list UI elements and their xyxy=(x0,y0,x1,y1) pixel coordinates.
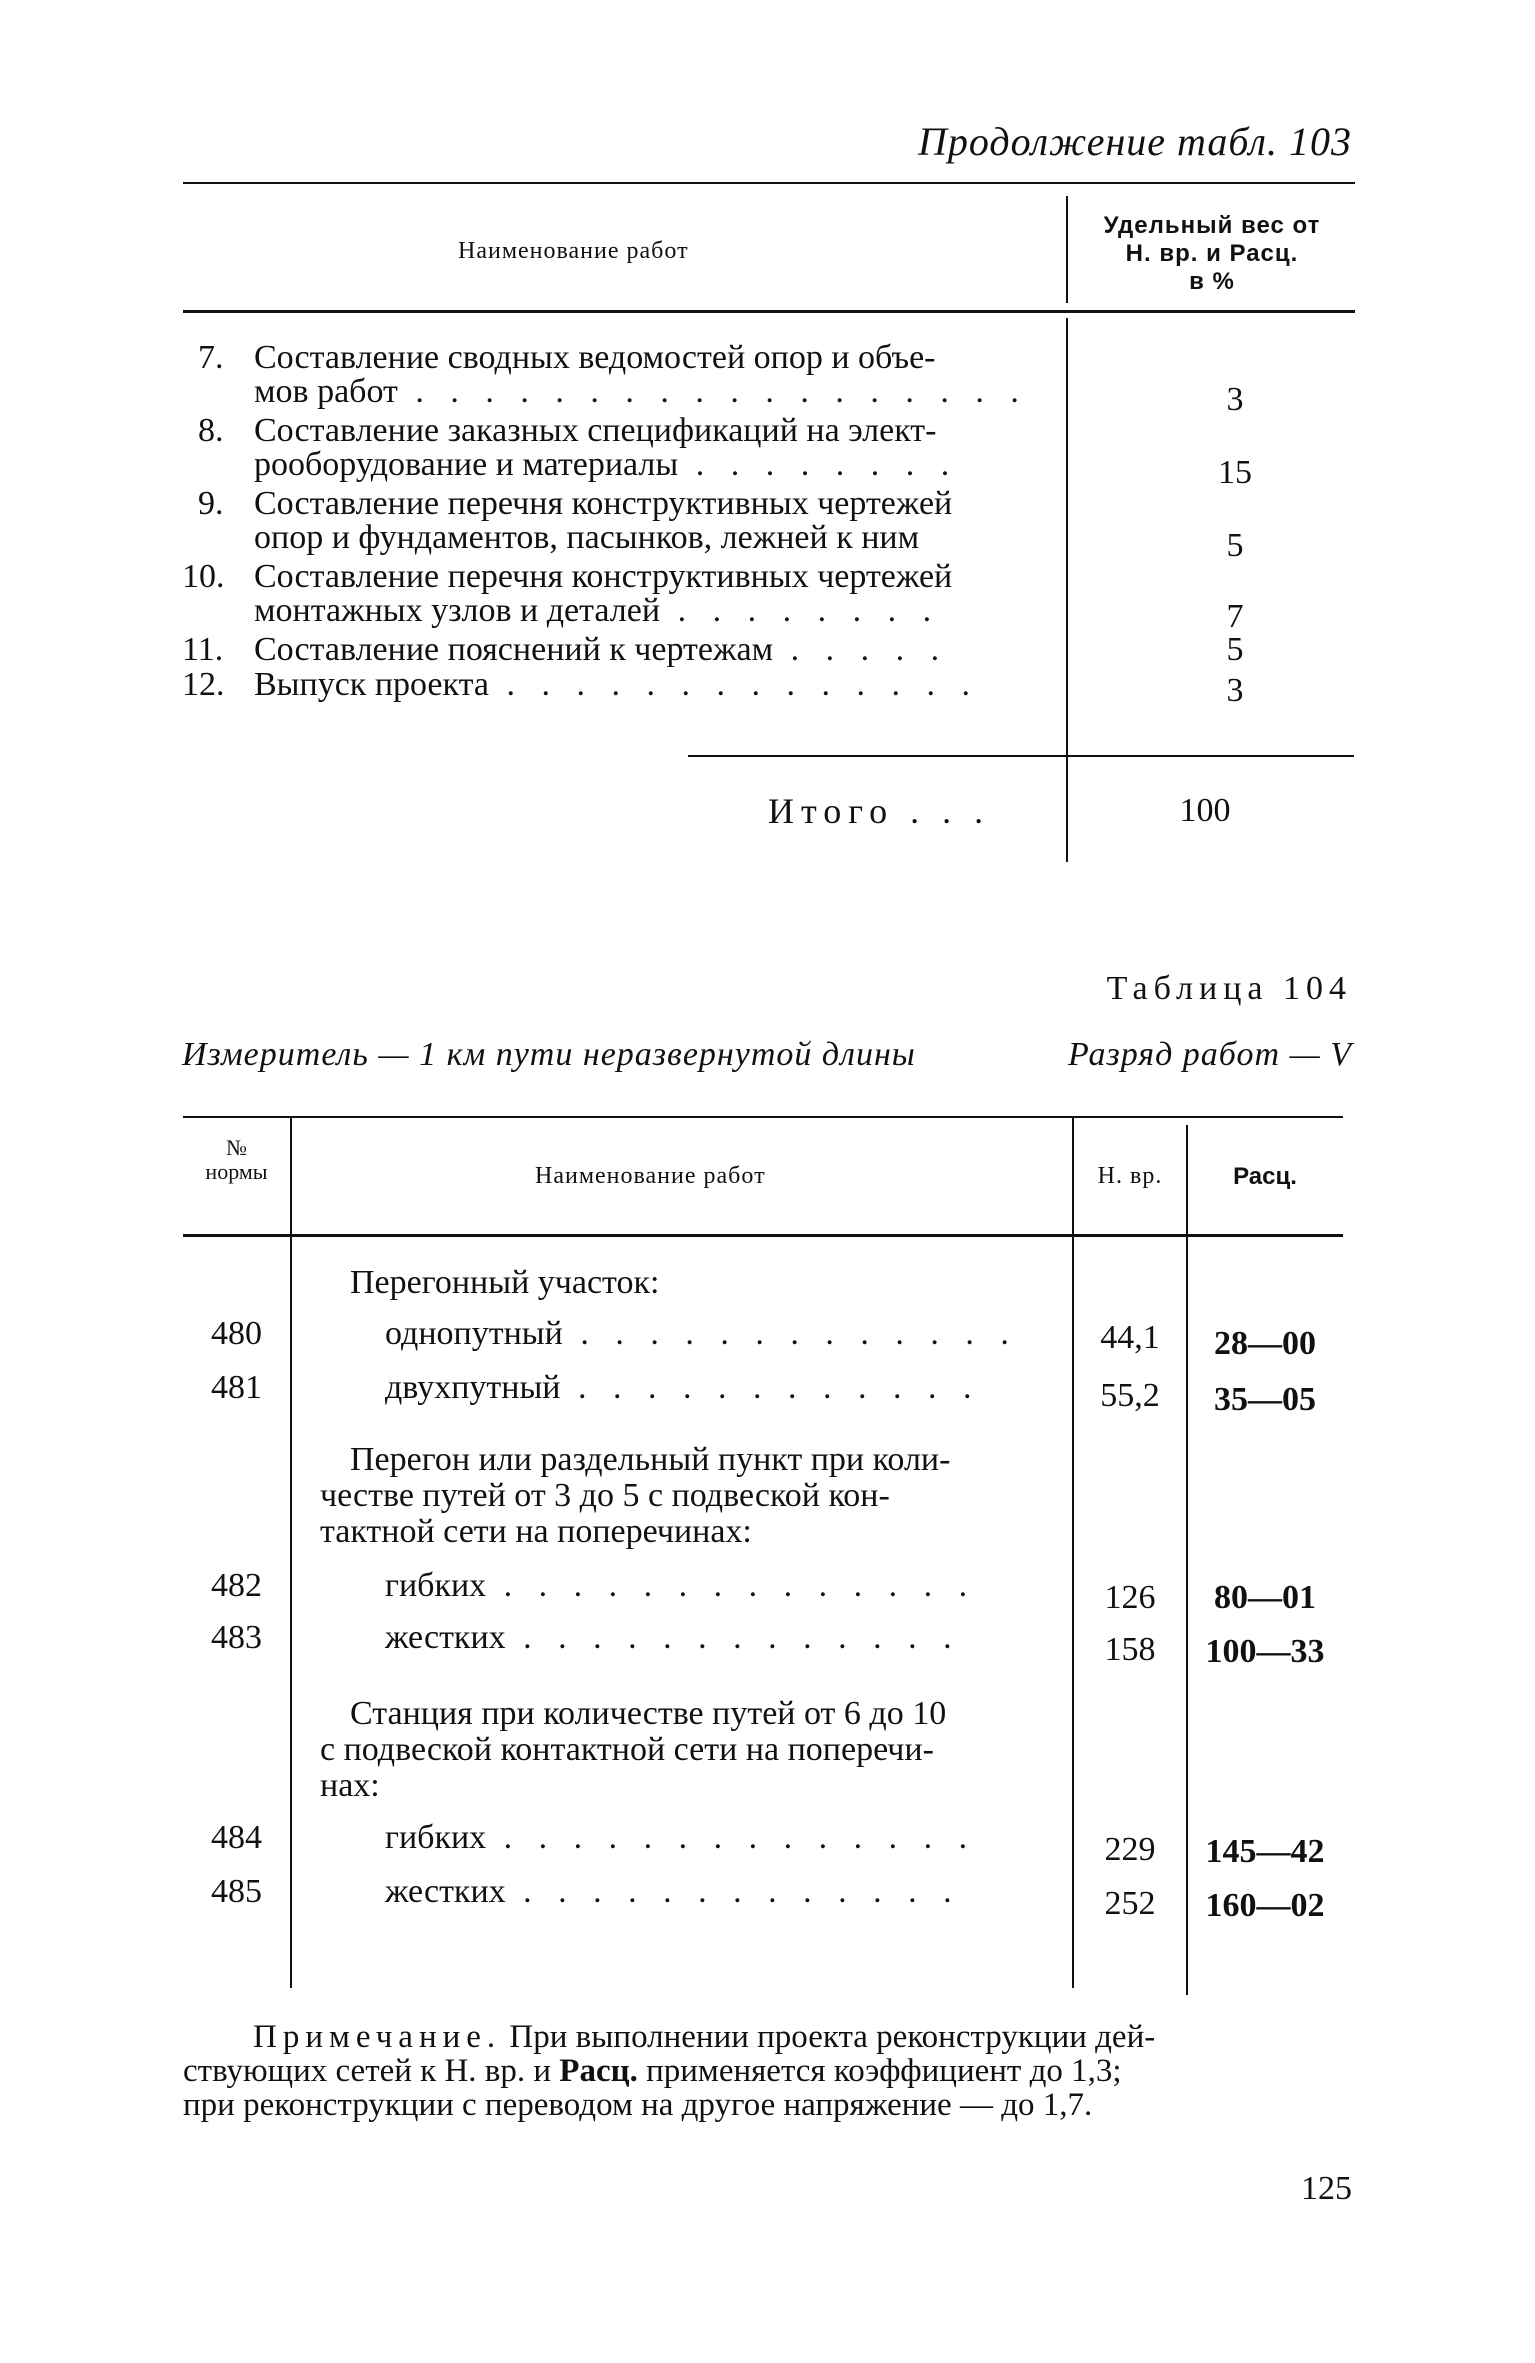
norm-hours: 55,2 xyxy=(1100,1377,1160,1414)
leader-dots: . . . . . . . . xyxy=(678,446,959,483)
table-104-header-rule xyxy=(183,1234,1343,1237)
note-line-3: при реконструкции с переводом на другое напряжение — до 1,7. xyxy=(183,2087,1093,2123)
row-text-line xyxy=(254,447,958,483)
note-label: Примечание. xyxy=(253,2019,502,2055)
table-104-header-num xyxy=(183,1136,290,1184)
work-name xyxy=(385,1820,976,1856)
row-number: 11. xyxy=(182,631,224,668)
row-text-line: Составление перечня конструктивных чертежей xyxy=(254,558,953,595)
row-number: 10. xyxy=(182,558,225,595)
table-104-header-hours: Н. вр. xyxy=(1097,1163,1163,1189)
norm-hours: 158 xyxy=(1104,1631,1156,1668)
row-value: 5 xyxy=(1226,527,1244,564)
row-text: двухпутный xyxy=(385,1369,561,1406)
work-name xyxy=(385,1568,976,1604)
continuation-title: Продолжение табл. 103 xyxy=(917,119,1352,164)
table-104-top-rule xyxy=(183,1116,1343,1118)
row-text: монтажных узлов и деталей xyxy=(254,592,661,629)
work-name xyxy=(385,1874,961,1910)
table-103-top-rule xyxy=(183,182,1355,184)
row-text: однопутный xyxy=(385,1315,563,1352)
row-number: 9. xyxy=(198,485,224,522)
group-heading xyxy=(320,1442,1060,1550)
row-number: 7. xyxy=(198,339,224,376)
note-text-1: При выполнении проекта реконструкции дей- xyxy=(509,2019,1156,2055)
row-value: 5 xyxy=(1226,631,1244,668)
leader-dots: . . . . . . . . . . . . . xyxy=(505,1619,961,1656)
norm-hours: 126 xyxy=(1104,1579,1156,1616)
norm-number: 482 xyxy=(211,1567,262,1604)
row-text: жестких xyxy=(385,1619,506,1656)
header-weight-line-3: в % xyxy=(1189,268,1235,295)
norm-rate: 100—33 xyxy=(1205,1633,1325,1670)
group-heading-line-2: с подвеской контактной сети на поперечи- xyxy=(320,1731,934,1768)
norm-number: 481 xyxy=(211,1369,262,1406)
leader-dots: . . . . . . . . . . . . . xyxy=(505,1873,961,1910)
row-text: Составление пояснений к чертежам xyxy=(254,631,774,668)
row-text: гибких xyxy=(385,1567,487,1604)
norm-number: 483 xyxy=(211,1619,262,1656)
row-value: 3 xyxy=(1226,381,1244,418)
table-103-header-name: Наименование работ xyxy=(458,238,689,264)
row-number: 12. xyxy=(182,666,225,703)
note-line-2 xyxy=(183,2054,1353,2088)
table-103-col-divider-body xyxy=(1066,318,1068,862)
leader-dots: . . . . . . . . . . . . xyxy=(560,1369,981,1406)
norm-rate: 28—00 xyxy=(1214,1325,1316,1362)
row-text-line xyxy=(254,374,1028,410)
norm-number: 480 xyxy=(211,1315,262,1352)
leader-dots: . . . . . . . . . . . . . . . . . . xyxy=(397,373,1028,410)
work-name xyxy=(385,1620,961,1656)
row-text-line: Составление перечня конструктивных чертежей xyxy=(254,485,953,522)
table-103-header-rule xyxy=(183,310,1355,313)
page-number: 125 xyxy=(1301,2170,1352,2207)
row-text-line xyxy=(254,593,940,629)
leader-dots: . . . . . xyxy=(773,631,949,668)
table-104-grade: Разряд работ — V xyxy=(1068,1036,1352,1073)
norm-number: 485 xyxy=(211,1873,262,1910)
norm-hours: 252 xyxy=(1104,1885,1156,1922)
table-104-title: Таблица 104 xyxy=(1106,970,1352,1007)
table-103-total-rule xyxy=(688,755,1354,757)
norm-hours: 229 xyxy=(1104,1831,1156,1868)
row-text: жестких xyxy=(385,1873,506,1910)
work-name xyxy=(385,1370,980,1406)
table-103-total-label: Итого . . . xyxy=(768,791,991,831)
group-heading-line-1: Станция при количестве путей от 6 до 10 xyxy=(350,1695,947,1732)
table-103-col-divider-header xyxy=(1066,196,1068,303)
group-heading-line-3: тактной сети на поперечинах: xyxy=(320,1513,752,1550)
note-text-2-bold: Расц. xyxy=(559,2053,638,2089)
table-103-header-weight xyxy=(1072,212,1352,296)
group-heading-line-2: честве путей от 3 до 5 с подвеской кон- xyxy=(320,1477,890,1514)
note-text-2a: ствующих сетей к Н. вр. и xyxy=(183,2053,560,2089)
norm-rate: 145—42 xyxy=(1205,1833,1325,1870)
row-value: 3 xyxy=(1226,672,1244,709)
row-text: гибких xyxy=(385,1819,487,1856)
group-heading: Перегонный участок: xyxy=(350,1264,660,1301)
table-103-total-value: 100 xyxy=(1179,792,1231,829)
group-heading xyxy=(320,1696,1060,1804)
row-value: 15 xyxy=(1218,454,1252,491)
group-heading-line-1: Перегон или раздельный пункт при коли- xyxy=(350,1441,951,1478)
row-value: 7 xyxy=(1226,598,1244,635)
table-104-meter: Измеритель — 1 км пути неразвернутой длины xyxy=(182,1036,916,1073)
table-104-col-divider-2 xyxy=(1072,1118,1074,1988)
leader-dots: . . . . . . . . . . . . . . xyxy=(488,666,979,703)
note-text-2b: применяется коэффициент до 1,3; xyxy=(637,2053,1122,2089)
row-text-line: Составление сводных ведомостей опор и объе- xyxy=(254,339,936,376)
table-104-header-rate: Расц. xyxy=(1233,1163,1297,1190)
row-text-line: Составление заказных спецификаций на элект- xyxy=(254,412,937,449)
table-104-col-divider-3 xyxy=(1186,1125,1188,1995)
norm-rate: 160—02 xyxy=(1205,1887,1325,1924)
row-text-line: опор и фундаментов, пасынков, лежней к ним xyxy=(254,519,920,556)
leader-dots: . . . . . . . . . . . . . . xyxy=(486,1567,977,1604)
work-name xyxy=(385,1316,1018,1352)
header-num-line-2: нормы xyxy=(205,1159,268,1184)
header-num-line-1: № xyxy=(226,1135,247,1160)
norm-number: 484 xyxy=(211,1819,262,1856)
header-weight-line-1: Удельный вес от xyxy=(1103,212,1321,239)
norm-hours: 44,1 xyxy=(1100,1319,1160,1356)
note-line-1 xyxy=(183,2020,1353,2054)
header-weight-line-2: Н. вр. и Расц. xyxy=(1125,240,1299,267)
table-104-col-divider-1 xyxy=(290,1118,292,1988)
row-text-line xyxy=(254,632,948,668)
row-text-line xyxy=(254,667,979,703)
norm-rate: 80—01 xyxy=(1214,1579,1316,1616)
table-104-header-name: Наименование работ xyxy=(535,1163,766,1189)
group-heading-line-3: нах: xyxy=(320,1767,380,1804)
leader-dots: . . . . . . . . . . . . . xyxy=(562,1315,1018,1352)
leader-dots: . . . . . . . . . . . . . . xyxy=(486,1819,977,1856)
row-text: Выпуск проекта xyxy=(254,666,489,703)
note xyxy=(183,2020,1353,2122)
leader-dots: . . . . . . . . xyxy=(660,592,941,629)
row-text: рооборудование и материалы xyxy=(254,446,679,483)
row-text: мов работ xyxy=(254,373,398,410)
row-number: 8. xyxy=(198,412,224,449)
norm-rate: 35—05 xyxy=(1214,1381,1316,1418)
